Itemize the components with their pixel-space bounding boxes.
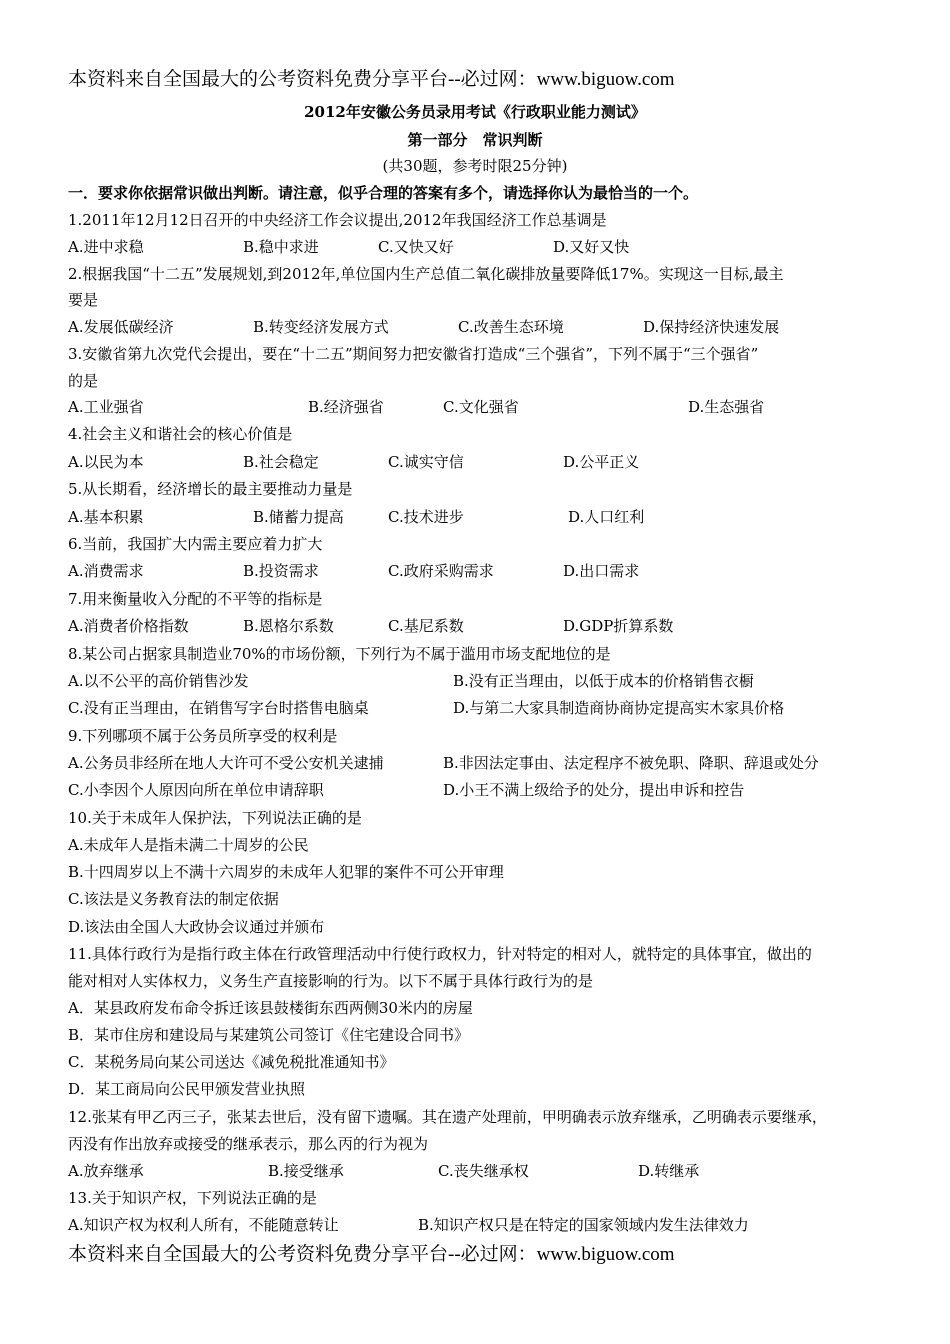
question-11-stem: 能对相对人实体权力，义务生产直接影响的行为。以下不属于具体行政行为的是 [68,972,594,990]
question-2-stem: 2.根据我国“十二五”发展规划,到2012年,单位国内生产总值二氧化碳排放量要降低17%。实现这一目标,最主 [68,265,784,283]
question-8-stem: 8.某公司占据家具制造业70%的市场份额，下列行为不属于滥用市场支配地位的是 [68,645,611,663]
question-13-options [68,1215,898,1235]
option-B: B.经济强省 [308,398,384,416]
option-C: C.小李因个人原因向所在单位申请辞职 [68,781,324,799]
option-D: D.转继承 [638,1162,700,1180]
question-13-stem: 13.关于知识产权，下列说法正确的是 [68,1189,317,1207]
question-11-options [68,1025,898,1045]
option-D: D.GDP折算系数 [563,617,674,635]
question-11-stem: 11.具体行政行为是指行政主体在行政管理活动中行使行政权力，针对特定的相对人，就特定的具体事宜，做出的 [68,945,812,963]
option-A: A．某县政府发布命令拆迁该县鼓楼街东西两侧30米内的房屋 [68,999,473,1017]
option-C: C．某税务局向某公司送达《减免税批准通知书》 [68,1053,395,1071]
question-11-options [68,1079,898,1099]
option-D: D．某工商局向公民甲颁发营业执照 [68,1080,306,1098]
option-C: C.又快又好 [378,238,454,256]
option-B: B.储蓄力提高 [253,508,344,526]
option-A: A.进中求稳 [68,238,144,256]
question-8-options [68,698,898,718]
question-10-stem: 10.关于未成年人保护法，下列说法正确的是 [68,809,362,827]
question-3-options [68,397,898,417]
question-2-options [68,317,898,337]
option-D: D.生态强省 [688,398,765,416]
option-C: C.该法是义务教育法的制定依据 [68,890,279,908]
question-10-options [68,835,898,855]
question-3-stem: 的是 [68,372,99,390]
option-D: D.人口红利 [568,508,645,526]
option-B: B.接受继承 [268,1162,344,1180]
question-2-stem: 要是 [68,291,99,309]
option-D: D.小王不满上级给予的处分，提出申诉和控告 [443,781,745,799]
option-A: A.放弃继承 [68,1162,144,1180]
question-11-options [68,998,898,1018]
question-9-options [68,753,898,773]
question-10-options [68,889,898,909]
option-C: C.改善生态环境 [458,318,564,336]
part-note: (共30题，参考时限25分钟) [382,157,568,175]
option-A: A.知识产权为权利人所有，不能随意转让 [68,1216,339,1234]
option-B: B．某市住房和建设局与某建筑公司签订《住宅建设合同书》 [68,1026,470,1044]
question-1-stem: 1.2011年12月12日召开的中央经济工作会议提出,2012年我国经济工作总基调是 [68,211,607,229]
option-D: D.出口需求 [563,562,640,580]
option-C: C.基尼系数 [388,617,464,635]
instruction: 一．要求你依据常识做出判断。请注意，似乎合理的答案有多个，请选择你认为最恰当的一个。 [68,184,699,202]
question-10-options [68,862,898,882]
option-A: A.消费需求 [68,562,144,580]
option-B: B.非因法定事由、法定程序不被免职、降职、辞退或处分 [443,754,819,772]
option-D: D.与第二大家具制造商协商协定提高实木家具价格 [453,699,785,717]
page-header: 本资料来自全国最大的公考资料免费分享平台--必过网：www.biguow.com [68,69,675,90]
question-1-options [68,237,898,257]
question-5-stem: 5.从长期看，经济增长的最主要推动力量是 [68,480,353,498]
question-10-options [68,917,898,937]
question-7-stem: 7.用来衡量收入分配的不平等的指标是 [68,590,323,608]
option-C: C.政府采购需求 [388,562,494,580]
option-B: B.投资需求 [243,562,319,580]
option-D: D.公平正义 [563,453,640,471]
question-12-options [68,1161,898,1181]
question-8-options [68,671,898,691]
option-A: A.工业强省 [68,398,144,416]
option-B: B.稳中求进 [243,238,319,256]
question-9-stem: 9.下列哪项不属于公务员所享受的权利是 [68,727,338,745]
option-D: D.保持经济快速发展 [643,318,780,336]
question-4-options [68,452,898,472]
question-3-stem: 3.安徽省第九次党代会提出，要在“十二五”期间努力把安徽省打造成“三个强省”，下列不属于“三个强省” [68,345,759,363]
option-C: C.文化强省 [443,398,519,416]
option-C: C.没有正当理由，在销售写字台时搭售电脑桌 [68,699,369,717]
question-6-options [68,561,898,581]
question-11-options [68,1052,898,1072]
option-B: B.没有正当理由，以低于成本的价格销售衣橱 [453,672,754,690]
question-4-stem: 4.社会主义和谐社会的核心价值是 [68,425,293,443]
option-B: B.知识产权只是在特定的国家领域内发生法律效力 [418,1216,749,1234]
part-title: 第一部分 常识判断 [407,131,543,149]
question-12-stem: 12.张某有甲乙丙三子，张某去世后，没有留下遗嘱。其在遗产处理前，甲明确表示放弃继承，乙明确表示要继承， [68,1108,827,1126]
question-12-stem: 丙没有作出放弃或接受的继承表示，那么丙的行为视为 [68,1135,429,1153]
option-A: A.以民为本 [68,453,144,471]
question-9-options [68,780,898,800]
option-A: A.以不公平的高价销售沙发 [68,672,249,690]
option-A: A.消费者价格指数 [68,617,189,635]
option-C: C.诚实守信 [388,453,464,471]
page-footer: 本资料来自全国最大的公考资料免费分享平台--必过网：www.biguow.com [68,1244,675,1265]
option-C: C.技术进步 [388,508,464,526]
question-6-stem: 6.当前，我国扩大内需主要应着力扩大 [68,535,323,553]
option-B: B.转变经济发展方式 [253,318,389,336]
option-A: A.基本积累 [68,508,144,526]
option-A: A.公务员非经所在地人大许可不受公安机关逮捕 [68,754,384,772]
option-A: A.未成年人是指未满二十周岁的公民 [68,836,309,854]
option-B: B.恩格尔系数 [243,617,334,635]
option-D: D.该法由全国人大政协会议通过并颁布 [68,918,325,936]
option-D: D.又好又快 [553,238,630,256]
option-B: B.社会稳定 [243,453,319,471]
option-B: B.十四周岁以上不满十六周岁的未成年人犯罪的案件不可公开审理 [68,863,504,881]
exam-title: 2012年安徽公务员录用考试《行政职业能力测试》 [304,103,646,121]
question-5-options [68,507,898,527]
option-A: A.发展低碳经济 [68,318,174,336]
option-C: C.丧失继承权 [438,1162,529,1180]
question-7-options [68,616,898,636]
